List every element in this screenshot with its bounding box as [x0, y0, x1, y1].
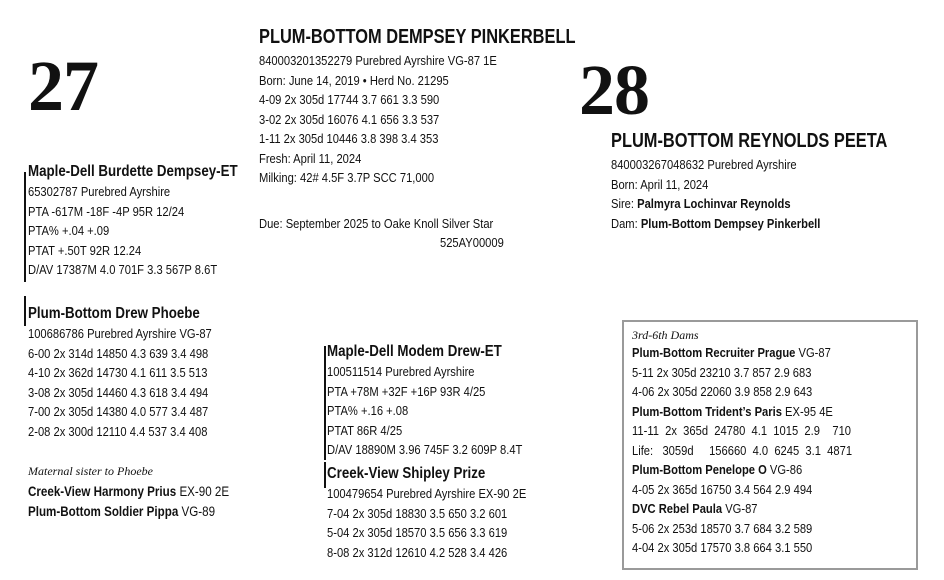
sire-name: Maple-Dell Burdette Dempsey-ET — [28, 163, 238, 180]
lot-28-sire — [611, 194, 901, 214]
dam-entry-name — [632, 402, 852, 422]
lot-27-due-code: 525AY00009 — [440, 235, 504, 250]
sister-entry — [28, 502, 229, 522]
dam-name: DVC Rebel Paula — [632, 501, 723, 516]
dams-box-content — [632, 327, 888, 558]
dam-line: 2-08 2x 300d 12110 4.4 537 3.4 408 — [28, 423, 208, 439]
lot-27-name: PLUM-BOTTOM DEMPSEY PINKERBELL — [259, 26, 576, 48]
sire-line: D/AV 17387M 4.0 701F 3.3 567P 8.6T — [28, 262, 218, 277]
sister-entry — [28, 482, 229, 502]
dam-entry-name — [632, 460, 852, 480]
dam-record: 5-11 2x 305d 23210 3.7 857 2.9 683 — [632, 364, 812, 380]
sire-line: PTA% +.04 +.09 — [28, 223, 110, 238]
pedigree-bracket — [24, 172, 26, 282]
pedigree-bracket — [324, 346, 326, 460]
dam-name: Plum-Bottom Trident’s Paris — [632, 403, 782, 419]
lot-28-dam — [611, 214, 901, 234]
maternal-granddam-block — [327, 465, 559, 562]
lot-27-record: 4-09 2x 305d 17744 3.7 661 3.3 590 — [259, 92, 440, 107]
dam-block — [28, 305, 242, 441]
lot-28-name: PLUM-BOTTOM REYNOLDS PEETA — [611, 130, 888, 152]
lot-27-record: 1-11 2x 305d 10446 3.8 398 3.4 353 — [259, 131, 439, 146]
maternal-granddam-name: Creek-View Shipley Prize — [327, 465, 486, 482]
lot-28-header — [611, 130, 944, 233]
dam-record: 4-06 2x 305d 22060 3.9 858 2.9 643 — [632, 384, 813, 399]
grandsire-line: PTAT 86R 4/25 — [327, 422, 403, 438]
granddam-line: 7-04 2x 305d 18830 3.5 650 3.2 601 — [327, 505, 508, 521]
granddam-line: 5-04 2x 305d 18570 3.5 656 3.3 619 — [327, 525, 508, 540]
dam-name: Plum-Bottom Penelope O — [632, 462, 767, 477]
lot-27-due: Due: September 2025 to Oake Knoll Silver Star — [259, 216, 494, 231]
sister-name: Creek-View Harmony Prius — [28, 484, 177, 499]
sire-block — [28, 163, 272, 280]
pedigree-bracket — [324, 462, 326, 488]
dam-grade: VG-86 — [769, 462, 803, 477]
lot-28-registration: 840003267048632 Purebred Ayrshire — [611, 157, 797, 172]
dam-line: 4-10 2x 362d 14730 4.1 611 3.5 513 — [28, 365, 208, 380]
dam-record: Life: 3059d 156660 4.0 6245 3.1 4871 — [632, 442, 853, 458]
sire-label: Sire: — [611, 196, 634, 211]
lot-27-number: 27 — [28, 46, 98, 126]
lot-28-number: 28 — [579, 50, 649, 130]
dam-grade: VG-87 — [725, 501, 758, 516]
dam-name: Plum-Bottom Drew Phoebe — [28, 305, 200, 322]
lot-27-registration: 840003201352279 Purebred Ayrshire VG-87 1E — [259, 53, 497, 68]
dams-box-title: 3rd-6th Dams — [632, 328, 699, 342]
dam-line: 7-00 2x 305d 14380 4.0 577 3.4 487 — [28, 404, 209, 419]
dam-entry-name — [632, 343, 852, 363]
dam-line: 100686786 Purebred Ayrshire VG-87 — [28, 326, 212, 341]
sister-grade: VG-89 — [181, 503, 216, 519]
lot-27-born: Born: June 14, 2019 • Herd No. 21295 — [259, 72, 449, 88]
dam-record: 11-11 2x 365d 24780 4.1 1015 2.9 710 — [632, 423, 852, 438]
lot-28-born: Born: April 11, 2024 — [611, 176, 709, 192]
lot-27-fresh: Fresh: April 11, 2024 — [259, 150, 362, 166]
sire-line: 65302787 Purebred Ayrshire — [28, 184, 171, 199]
lot-27-milking: Milking: 42# 4.5F 3.7P SCC 71,000 — [259, 170, 435, 185]
pedigree-bracket — [24, 296, 26, 326]
lot-28-sire-name: Palmyra Lochinvar Reynolds — [637, 196, 791, 211]
dam-name: Plum-Bottom Recruiter Prague — [632, 345, 796, 360]
dam-record: 4-04 2x 305d 17570 3.8 664 3.1 550 — [632, 540, 813, 555]
dam-line: 6-00 2x 314d 14850 4.3 639 3.4 498 — [28, 345, 209, 361]
dam-line: 3-08 2x 305d 14460 4.3 618 3.4 494 — [28, 384, 209, 400]
grandsire-line: 100511514 Purebred Ayrshire — [327, 364, 475, 379]
dam-grade: EX-95 4E — [785, 403, 833, 419]
grandsire-line: PTA% +.16 +.08 — [327, 403, 409, 418]
granddam-line: 8-08 2x 312d 12610 4.2 528 3.4 426 — [327, 544, 508, 560]
dam-entry-name — [632, 499, 852, 519]
grandsire-line: PTA +78M +32F +16P 93R 4/25 — [327, 383, 486, 399]
maternal-grandsire-name: Maple-Dell Modem Drew-ET — [327, 343, 502, 360]
maternal-grandsire-block — [327, 343, 554, 460]
maternal-sisters — [28, 482, 262, 521]
dam-record: 5-06 2x 253d 18570 3.7 684 3.2 589 — [632, 520, 813, 536]
maternal-note: Maternal sister to Phoebe — [28, 464, 153, 478]
grandsire-line: D/AV 18890M 3.96 745F 3.2 609P 8.4T — [327, 442, 523, 457]
sire-line: PTAT +.50T 92R 12.24 — [28, 242, 142, 258]
dam-grade: VG-87 — [798, 345, 831, 360]
dam-label: Dam: — [611, 215, 638, 231]
granddam-line: 100479654 Purebred Ayrshire EX-90 2E — [327, 486, 527, 501]
sister-name: Plum-Bottom Soldier Pippa — [28, 503, 179, 519]
lot-27-record: 3-02 2x 305d 16076 4.1 656 3.3 537 — [259, 111, 440, 127]
sister-grade: EX-90 2E — [179, 484, 230, 499]
sire-line: PTA -617M -18F -4P 95R 12/24 — [28, 203, 185, 219]
dam-record: 4-05 2x 365d 16750 3.4 564 2.9 494 — [632, 481, 813, 497]
lot-28-dam-name: Plum-Bottom Dempsey Pinkerbell — [640, 215, 821, 231]
